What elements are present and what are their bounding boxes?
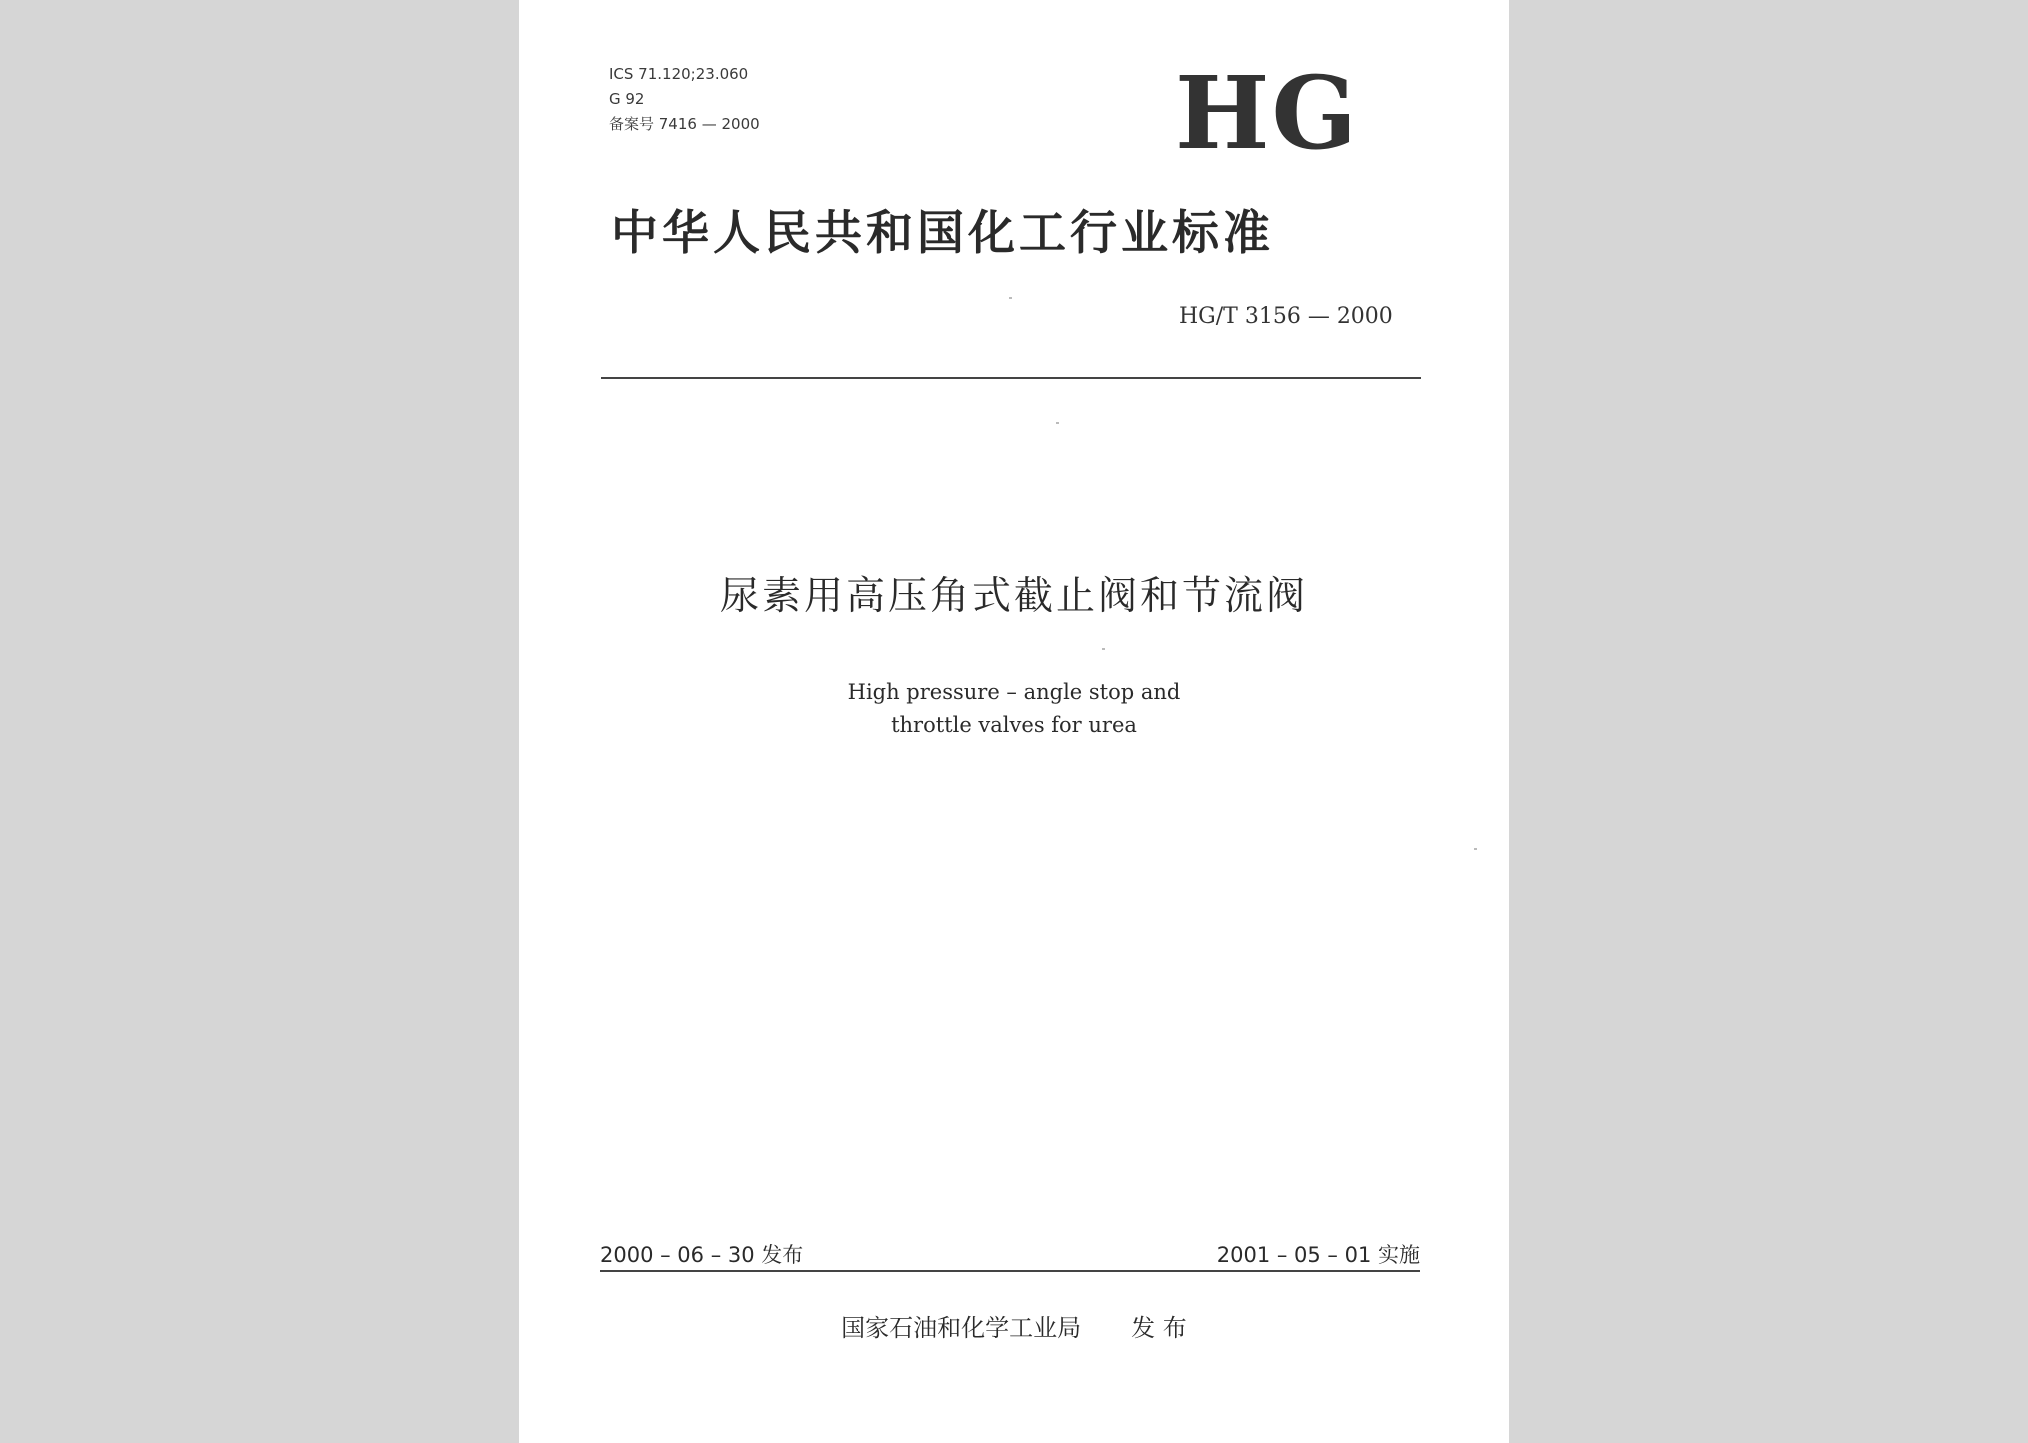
- classification-block: [609, 62, 760, 137]
- scan-speck: [1474, 848, 1477, 850]
- scan-speck: [1009, 297, 1012, 299]
- hg-logo: HG: [1175, 54, 1359, 172]
- standard-number: HG/T 3156 — 2000: [1179, 304, 1393, 329]
- issuer-line: [519, 1311, 1509, 1345]
- document-page: [519, 0, 1509, 1443]
- scan-speck: [1102, 648, 1105, 650]
- standard-title: 中华人民共和国化工行业标准: [611, 206, 1274, 261]
- date-row: [600, 1240, 1420, 1270]
- document-title-chinese: 尿素用高压角式截止阀和节流阀: [719, 574, 1308, 619]
- document-title-english: [519, 676, 1509, 742]
- class-code: G 92: [609, 90, 645, 108]
- issuer-action: 发 布: [1131, 1314, 1187, 1342]
- issue-date: 2000 – 06 – 30 发布: [600, 1243, 804, 1267]
- scan-speck: [1056, 422, 1059, 424]
- english-title-line-2: throttle valves for urea: [891, 713, 1137, 737]
- top-divider: [601, 377, 1421, 379]
- ics-code: ICS 71.120;23.060: [609, 65, 749, 83]
- bottom-divider: [600, 1270, 1420, 1272]
- record-number: 备案号 7416 — 2000: [609, 115, 760, 133]
- effective-date: 2001 – 05 – 01 实施: [1216, 1243, 1420, 1267]
- english-title-line-1: High pressure – angle stop and: [847, 680, 1181, 704]
- issuer-name: 国家石油和化学工业局: [841, 1314, 1082, 1342]
